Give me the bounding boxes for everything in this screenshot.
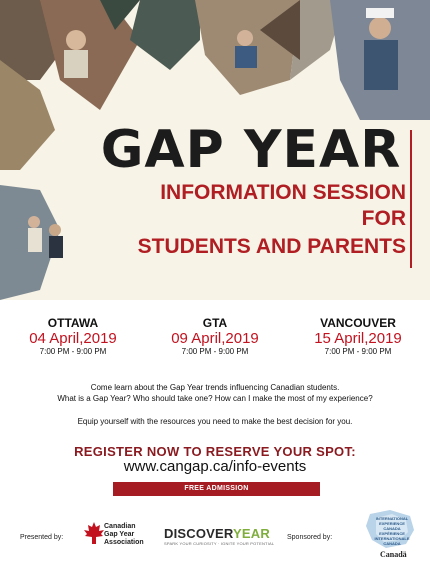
register-link[interactable]: www.cangap.ca/info-events [123, 458, 307, 475]
iec-logo [366, 510, 416, 550]
cgya-line-3: Association [104, 539, 144, 546]
presented-by-label: Presented by: [20, 534, 64, 541]
canada-wordmark: Canadä [380, 550, 407, 559]
body-line-1: Come learn about the Gap Year trends influencing Canadian students. [90, 383, 340, 392]
page-title: GAP YEAR [100, 120, 402, 180]
discover-tagline: SPARK YOUR CURIOSITY · IGNITE YOUR POTENTIAL [164, 541, 275, 546]
sponsored-by-label: Sponsored by: [287, 534, 333, 541]
cgya-logo-text [104, 523, 144, 547]
city-date: 09 April,2019 [171, 330, 259, 347]
subtitle-line-3: STUDENTS AND PARENTS [137, 235, 406, 258]
city-time: 7:00 PM - 9:00 PM [181, 347, 249, 356]
cgya-line-2: Gap Year [104, 531, 135, 538]
city-date: 04 April,2019 [29, 330, 117, 347]
discover-word: DISCOVER [164, 526, 234, 541]
subtitle-line-2: FOR [361, 207, 406, 230]
city-date: 15 April,2019 [314, 330, 402, 347]
footer [0, 510, 430, 567]
cgya-line-1: Canadian [104, 523, 136, 530]
city-gta [145, 316, 285, 357]
city-ottawa [3, 316, 143, 357]
iec-line-3: EXPÉRIENCE [379, 531, 405, 536]
discover-year-wordmark [164, 527, 274, 541]
city-time: 7:00 PM - 9:00 PM [324, 347, 392, 356]
body-line-3: Equip yourself with the resources you need to make the best decision for you. [77, 417, 353, 426]
iec-line-2: EXPERIENCE CANADA [379, 521, 405, 531]
iec-line-1: INTERNATIONAL [375, 516, 409, 521]
city-vancouver [288, 316, 428, 357]
discover-year-logo [164, 527, 274, 546]
maple-leaf-icon [84, 522, 104, 544]
city-time: 7:00 PM - 9:00 PM [39, 347, 107, 356]
body-line-2: What is a Gap Year? Who should take one? How can I make the most of my experience? [57, 394, 373, 403]
iec-line-4: INTERNATIONALE CANADA [374, 536, 410, 546]
year-word: YEAR [233, 526, 270, 541]
city-list [0, 316, 430, 360]
free-admission-banner: FREE ADMISSION [113, 482, 320, 496]
city-name: VANCOUVER [320, 316, 396, 330]
register-heading: REGISTER NOW TO RESERVE YOUR SPOT: [74, 444, 356, 459]
city-name: OTTAWA [47, 316, 99, 330]
accent-rule [410, 130, 412, 268]
subtitle-line-1: INFORMATION SESSION [160, 181, 406, 204]
iec-logo-text [370, 516, 414, 546]
title-block [96, 122, 406, 262]
city-name: GTA [202, 316, 228, 330]
